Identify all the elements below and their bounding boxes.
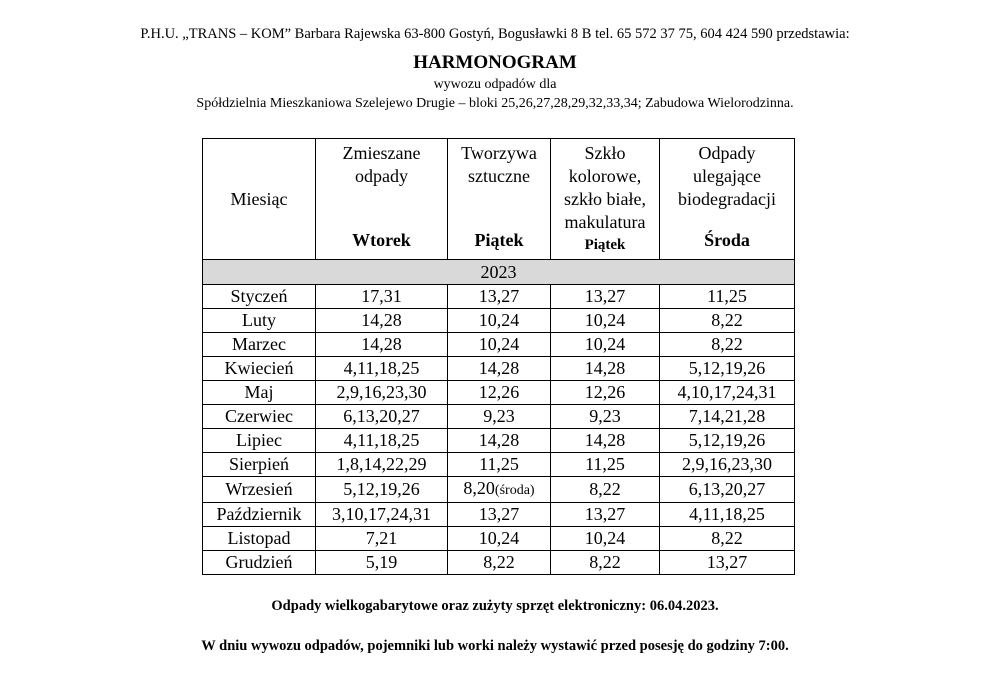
mixed-cell [316,285,448,309]
glass-cell [551,503,660,527]
bio-cell-value: 11,25 [707,286,747,306]
month-cell-value: Czerwiec [225,406,293,426]
plastic-cell-value: 9,23 [483,406,515,426]
bio-cell [660,453,795,477]
month-cell [203,357,316,381]
glass-cell-value: 8,22 [589,479,621,499]
header-month [203,139,316,260]
table-header-row [203,139,795,260]
bio-cell [660,405,795,429]
header-bio-line2: ulegające [693,166,761,186]
mixed-cell [316,477,448,503]
glass-cell-value: 11,25 [585,454,625,474]
mixed-cell [316,357,448,381]
month-cell [203,285,316,309]
glass-cell [551,527,660,551]
mixed-cell [316,309,448,333]
glass-cell [551,309,660,333]
month-cell [203,429,316,453]
header-plastic-day: Piątek [474,230,524,250]
mixed-cell-value: 4,11,18,25 [343,430,420,450]
plastic-cell [448,333,551,357]
plastic-cell [448,453,551,477]
glass-cell [551,551,660,575]
month-cell-value: Luty [242,310,276,330]
header-bio-line1: Odpady [698,143,756,163]
glass-cell [551,453,660,477]
mixed-cell [316,527,448,551]
month-cell-value: Listopad [227,528,291,548]
month-cell [203,551,316,575]
mixed-cell-value: 5,12,19,26 [343,479,420,499]
bio-cell [660,309,795,333]
header-glass-line1: Szkło [584,143,626,163]
mixed-cell [316,551,448,575]
company-line: P.H.U. „TRANS – KOM” Barbara Rajewska 63-800 Gostyń, Bogusławki 8 B tel. 65 572 37 75, 604 424 590 przedstawia: [140,26,850,42]
glass-cell-value: 10,24 [584,528,626,548]
mixed-cell [316,405,448,429]
plastic-cell-value: 8,20 [463,478,495,498]
glass-cell [551,285,660,309]
glass-cell-value: 14,28 [584,430,626,450]
table-row [203,551,795,575]
plastic-cell-value: 11,25 [479,454,519,474]
month-cell-value: Marzec [232,334,286,354]
table-row [203,357,795,381]
header-glass-line4: makulatura [564,212,646,232]
header-plastic [448,139,551,260]
bio-cell-value: 7,14,21,28 [688,406,766,426]
plastic-cell-value: 12,26 [478,382,520,402]
table-row [203,477,795,503]
mixed-cell-value: 4,11,18,25 [343,358,420,378]
plastic-cell-value: 10,24 [478,334,520,354]
bio-cell-value: 8,22 [711,528,743,548]
bio-cell-value: 2,9,16,23,30 [682,454,772,474]
header-mixed-day: Wtorek [352,230,411,250]
glass-cell [551,429,660,453]
plastic-cell [448,357,551,381]
bulky-waste-note: Odpady wielkogabarytowe oraz zużyty sprzęt elektroniczny: 06.04.2023. [271,598,719,614]
glass-cell-value: 13,27 [584,286,626,306]
month-cell [203,527,316,551]
header-bio-line3: biodegradacji [678,189,776,209]
mixed-cell-value: 17,31 [361,286,402,306]
header-glass-paper [551,139,660,260]
header-mixed-waste [316,139,448,260]
plastic-cell-note: (środa) [494,483,535,498]
bio-cell-value: 13,27 [706,552,748,572]
plastic-cell-value: 14,28 [478,430,520,450]
bio-cell [660,429,795,453]
glass-cell-value: 9,23 [589,406,621,426]
schedule-table [202,138,795,575]
plastic-cell [448,309,551,333]
bio-cell-value: 5,12,19,26 [688,430,766,450]
plastic-cell-value: 10,24 [478,310,520,330]
glass-cell-value: 10,24 [584,310,626,330]
glass-cell [551,381,660,405]
mixed-cell-value: 1,8,14,22,29 [336,454,427,474]
month-cell [203,381,316,405]
month-cell [203,405,316,429]
table-row [203,405,795,429]
bio-cell-value: 6,13,20,27 [688,479,766,499]
plastic-cell-value: 13,27 [478,504,520,524]
plastic-cell-value: 8,22 [483,552,515,572]
mixed-cell [316,333,448,357]
glass-cell-value: 8,22 [589,552,621,572]
plastic-cell [448,503,551,527]
table-row [203,527,795,551]
bio-cell [660,551,795,575]
month-cell [203,477,316,503]
header-glass-line3: szkło białe, [564,189,646,209]
document-title: HARMONOGRAM [413,52,577,73]
table-row [203,381,795,405]
header-plastic-line2: sztuczne [468,166,530,186]
glass-cell-value: 12,26 [584,382,626,402]
mixed-cell-value: 3,10,17,24,31 [332,504,431,524]
mixed-cell-value: 2,9,16,23,30 [336,382,427,402]
glass-cell [551,477,660,503]
plastic-cell [448,405,551,429]
bio-cell-value: 4,10,17,24,31 [677,382,777,402]
month-cell [203,333,316,357]
bio-cell-value: 8,22 [711,334,743,354]
header-bio-day: Środa [704,230,750,250]
plastic-cell [448,477,551,503]
month-cell-value: Styczeń [230,286,288,306]
plastic-cell-value: 14,28 [478,358,520,378]
mixed-cell [316,429,448,453]
plastic-cell-value: 10,24 [478,528,520,548]
header-plastic-line1: Tworzywa [461,143,537,163]
plastic-cell [448,429,551,453]
mixed-cell [316,381,448,405]
plastic-cell [448,285,551,309]
month-cell-value: Październik [216,504,302,524]
glass-cell [551,333,660,357]
month-cell-value: Sierpień [229,454,289,474]
plastic-cell [448,381,551,405]
month-cell [203,309,316,333]
header-mixed-line2: odpady [355,166,408,186]
mixed-cell [316,453,448,477]
glass-cell-value: 10,24 [584,334,626,354]
bio-cell-value: 5,12,19,26 [688,358,766,378]
bio-cell [660,381,795,405]
bio-cell [660,333,795,357]
glass-cell [551,405,660,429]
year-row [203,260,795,285]
month-cell-value: Kwiecień [224,358,294,378]
bio-cell [660,477,795,503]
bio-cell [660,527,795,551]
glass-cell-value: 14,28 [584,358,626,378]
header-biodegradable [660,139,795,260]
month-cell [203,503,316,527]
header-month-label: Miesiąc [230,188,288,209]
table-row [203,309,795,333]
header-glass-line2: kolorowe, [568,166,642,186]
bio-cell [660,503,795,527]
instruction-note: W dniu wywozu odpadów, pojemniki lub worki należy wystawić przed posesję do godziny 7:00. [201,638,789,654]
mixed-cell-value: 14,28 [361,310,402,330]
table-row [203,429,795,453]
header-glass-day: Piątek [584,237,626,253]
document-subtitle: wywozu odpadów dla [433,77,557,92]
month-cell-value: Grudzień [225,552,293,572]
recipient-line: Spółdzielnia Mieszkaniowa Szelejewo Drugie – bloki 25,26,27,28,29,32,33,34; Zabudowa Wielorodzinna. [196,96,794,111]
year-label: 2023 [203,260,795,285]
table-row [203,285,795,309]
month-cell-value: Lipiec [236,430,282,450]
mixed-cell [316,503,448,527]
bio-cell-value: 4,11,18,25 [689,504,765,524]
table-row [203,333,795,357]
mixed-cell-value: 7,21 [365,528,398,548]
bio-cell-value: 8,22 [711,310,743,330]
plastic-cell [448,527,551,551]
plastic-cell [448,551,551,575]
bio-cell [660,357,795,381]
table-row [203,453,795,477]
mixed-cell-value: 14,28 [361,334,402,354]
mixed-cell-value: 5,19 [365,552,398,572]
bio-cell [660,285,795,309]
mixed-cell-value: 6,13,20,27 [343,406,420,426]
table-row [203,503,795,527]
month-cell-value: Wrzesień [225,479,293,499]
glass-cell-value: 13,27 [584,504,626,524]
plastic-cell-value: 13,27 [478,286,520,306]
month-cell-value: Maj [244,382,274,402]
month-cell [203,453,316,477]
header-mixed-line1: Zmieszane [342,143,421,163]
glass-cell [551,357,660,381]
